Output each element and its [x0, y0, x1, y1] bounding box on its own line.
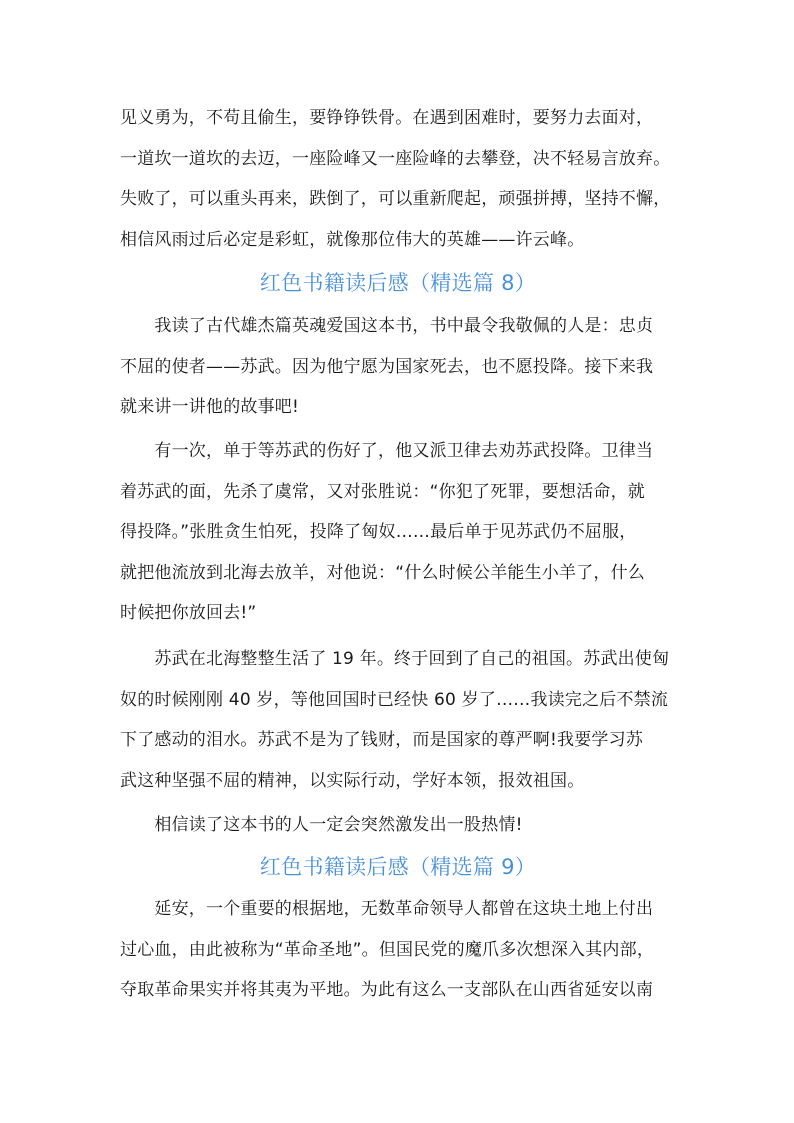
paragraph-line: 奴的时候刚刚 40 岁，等他回国时已经快 60 岁了……我读完之后不禁流	[120, 689, 669, 710]
section-8-paragraph-2	[120, 431, 676, 634]
paragraph-line: 不屈的使者——苏武。因为他宁愿为国家死去，也不愿投降。接下来我	[120, 356, 654, 377]
section-9-paragraph-1	[120, 889, 676, 1011]
paragraph-line: 夺取革命果实并将其夷为平地。为此有这么一支部队在山西省延安以南	[120, 980, 654, 1000]
paragraph-line: 下了感动的泪水。苏武不是为了钱财，而是国家的尊严啊!我要学习苏	[120, 730, 644, 750]
paragraph-line: 见义勇为，不苟且偷生，要铮铮铁骨。在遇到困难时，要努力去面对，	[120, 108, 654, 128]
section-9-title: 红色书籍读后感（精选篇 9）	[259, 855, 537, 879]
section-8-title: 红色书籍读后感（精选篇 8）	[259, 271, 537, 295]
paragraph-line: 过心血，由此被称为“革命圣地”。但国民党的魔爪多次想深入其内部，	[120, 939, 655, 960]
paragraph-line: 得投降。”张胜贪生怕死，投降了匈奴……最后单于见苏武仍不屈服，	[120, 522, 637, 542]
paragraph-line: 就把他流放到北海去放羊，对他说：“什么时候公羊能生小羊了，什么	[120, 562, 646, 583]
paragraph-line: 时候把你放回去!”	[120, 603, 257, 623]
section-8-paragraph-1	[120, 306, 676, 428]
paragraph-line: 苏武在北海整整生活了 19 年。终于回到了自己的祖国。苏武出使匈	[120, 649, 670, 669]
paragraph-line: 武这种坚强不屈的精神，以实际行动，学好本领，报效祖国。	[120, 770, 585, 791]
paragraph-line: 就来讲一讲他的故事吧!	[120, 397, 300, 417]
paragraph-line: 相信风雨过后必定是彩虹，就像那位伟大的英雄——许云峰。	[120, 229, 585, 250]
paragraph-line: 失败了，可以重头再来，跌倒了，可以重新爬起，顽强拼搏，坚持不懈，	[120, 189, 671, 209]
paragraph-line: 延安，一个重要的根据地，无数革命领导人都曾在这块土地上付出	[120, 899, 654, 919]
section-8-paragraph-4	[120, 805, 676, 846]
continuation-paragraph	[120, 98, 676, 260]
paragraph-line: 相信读了这本书的人一定会突然激发出一股热情!	[120, 815, 523, 835]
paragraph-line: 有一次，单于等苏武的伤好了，他又派卫律去劝苏武投降。卫律当	[120, 441, 654, 461]
section-8-paragraph-3	[120, 639, 676, 801]
paragraph-line: 着苏武的面，先杀了虞常，又对张胜说：“你犯了死罪，要想活命，就	[120, 481, 646, 502]
paragraph-line: 我读了古代雄杰篇英魂爱国这本书，书中最令我敬佩的人是：忠贞	[120, 316, 654, 336]
paragraph-line: 一道坎一道坎的去迈，一座险峰又一座险峰的去攀登，决不轻易言放弃。	[120, 148, 671, 169]
